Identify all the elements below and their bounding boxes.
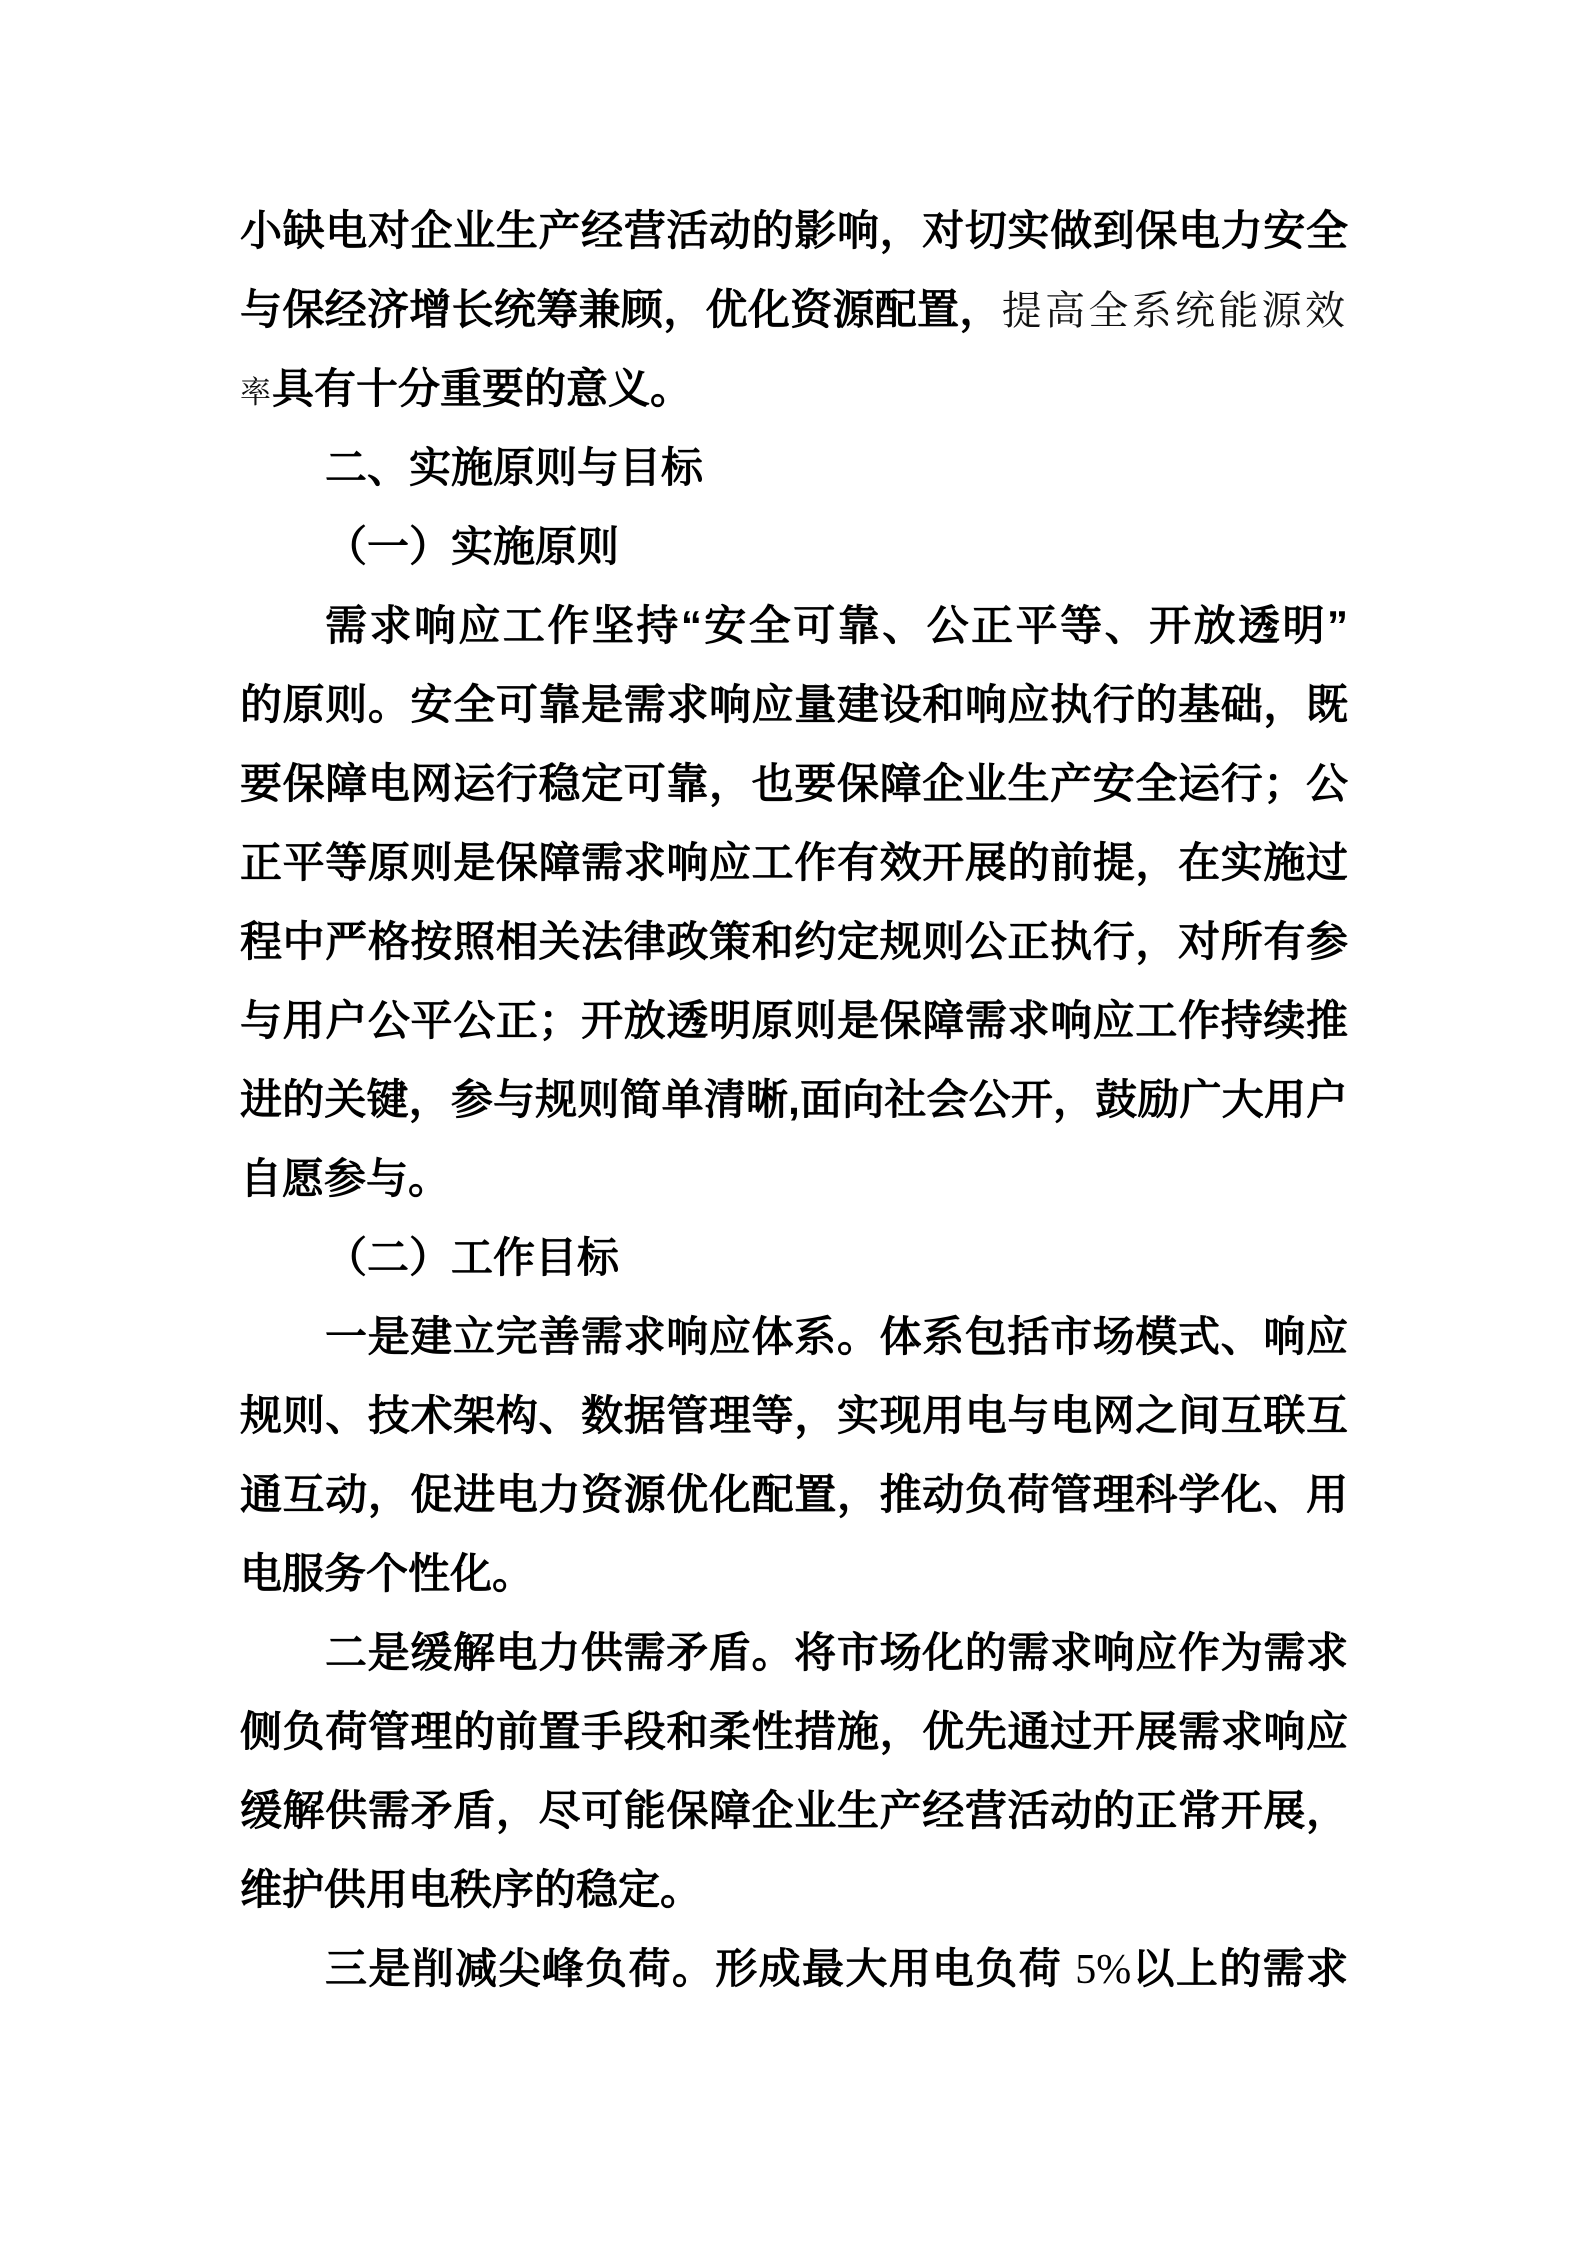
text-run: 自愿参与。: [240, 1155, 451, 1202]
text-run: 电服务个性化。: [240, 1550, 535, 1597]
text-line: [240, 1139, 1348, 1218]
text-line: [240, 823, 1348, 902]
text-line: [240, 191, 1348, 270]
text-line: [240, 1613, 1348, 1692]
text-run: 与保经济增长统筹兼顾，优化资源配置，: [240, 286, 1002, 333]
text-run: 小缺电对企业生产经营活动的影响，对切实做到保电力安全: [240, 207, 1348, 254]
text-run: 率: [240, 375, 272, 410]
text-line: [240, 1376, 1348, 1455]
text-run: 三是削减尖峰负荷。形成最大用电负荷: [325, 1945, 1076, 1992]
text-run: 的原则。安全可靠是需求响应量建设和响应执行的基础，既: [240, 681, 1348, 728]
section-heading: [240, 1218, 1348, 1297]
text-line: [240, 1771, 1348, 1850]
text-line: [240, 1850, 1348, 1929]
text-line: [240, 981, 1348, 1060]
text-line: [240, 902, 1348, 981]
text-run: 进的关键，参与规则简单清晰,面向社会公开，鼓励广大用户: [240, 1076, 1348, 1123]
text-line: [240, 270, 1348, 349]
text-line: [240, 1692, 1348, 1771]
text-run: 5%: [1075, 1947, 1132, 1993]
text-run: 规则、技术架构、数据管理等，实现用电与电网之间互联互: [240, 1392, 1348, 1439]
text-line: [240, 1297, 1348, 1376]
text-line: [240, 665, 1348, 744]
text-run: 一是建立完善需求响应体系。体系包括市场模式、响应: [325, 1313, 1348, 1360]
section-heading: [240, 507, 1348, 586]
text-line: [240, 1455, 1348, 1534]
text-line: [240, 744, 1348, 823]
text-run: 正平等原则是保障需求响应工作有效开展的前提，在实施过: [240, 839, 1348, 886]
text-line: [240, 349, 1348, 428]
text-run: （一）实施原则: [325, 523, 620, 570]
text-run: 缓解供需矛盾，尽可能保障企业生产经营活动的正常开展，: [240, 1787, 1348, 1834]
text-run: 提高全系统能源效: [1001, 288, 1348, 333]
text-run: 程中严格按照相关法律政策和约定规则公正执行，对所有参: [240, 918, 1348, 965]
text-run: （二）工作目标: [325, 1234, 620, 1281]
text-run: 侧负荷管理的前置手段和柔性措施，优先通过开展需求响应: [240, 1708, 1348, 1755]
text-line: [240, 1534, 1348, 1613]
text-run: 具有十分重要的意义。: [272, 365, 693, 412]
text-run: 通互动，促进电力资源优化配置，推动负荷管理科学化、用: [240, 1471, 1348, 1518]
text-run: 二、实施原则与目标: [325, 444, 704, 491]
text-run: 要保障电网运行稳定可靠，也要保障企业生产安全运行；公: [240, 760, 1348, 807]
text-line: [240, 1060, 1348, 1139]
text-run: 与用户公平公正；开放透明原则是保障需求响应工作持续推: [240, 997, 1348, 1044]
text-run: 以上的需求: [1131, 1945, 1348, 1992]
section-heading: [240, 428, 1348, 507]
text-run: 维护供用电秩序的稳定。: [240, 1866, 703, 1913]
text-line: [240, 586, 1348, 665]
text-run: 二是缓解电力供需矛盾。将市场化的需求响应作为需求: [325, 1629, 1348, 1676]
text-run: 需求响应工作坚持“安全可靠、公正平等、开放透明”: [325, 602, 1348, 649]
document-body: [240, 191, 1348, 2008]
text-line: [240, 1929, 1348, 2008]
